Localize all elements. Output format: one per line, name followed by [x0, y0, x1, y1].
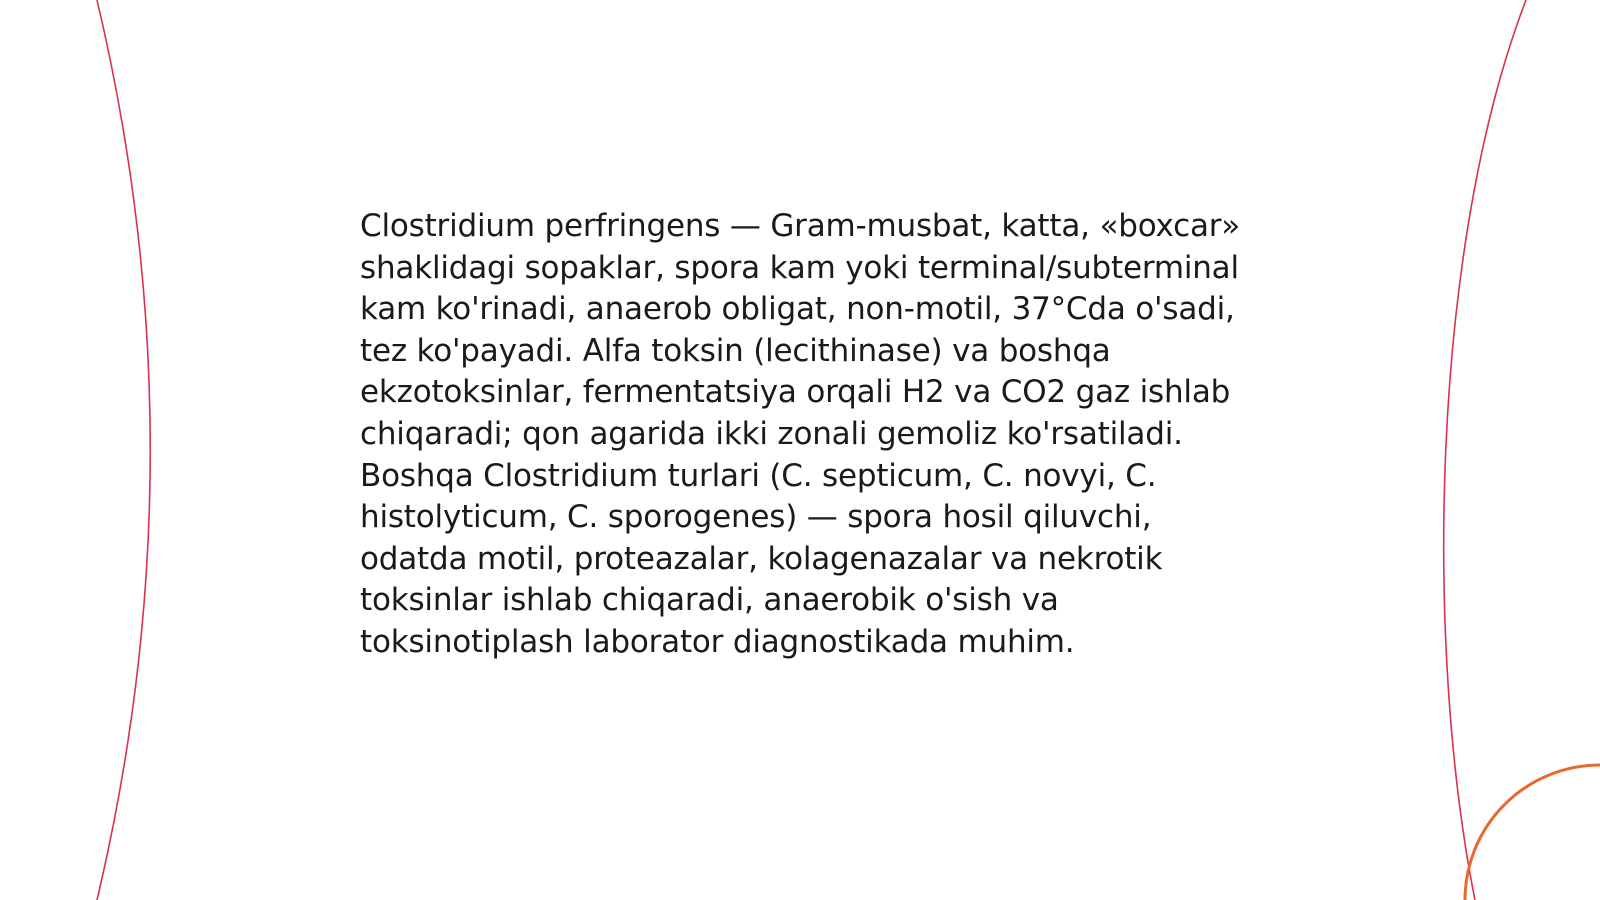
right-decorative-curve — [1444, 0, 1526, 900]
left-decorative-curve — [97, 0, 150, 900]
slide-body-text: Clostridium perfringens — Gram-musbat, katta, «boxcar» shaklidagi sopaklar, spora kam yoki terminal/subterminal kam ko'rinadi, anaerob obligat, non-motil, 37°Cda o'sadi, tez ko'payadi. Alfa toksin (lecithinase) va boshqa ekzotoksinlar, fermentatsiya orqali H2 va CO2 gaz ishlab chiqaradi; qon agarida ikki zonali gemoliz ko'rsatiladi. Boshqa Clostridium turlari (C. septicum, C. novyi, C. histolyticum, C. sporogenes) — spora hosil qiluvchi, odatda motil, proteazalar, kolagenazalar va nekrotik toksinlar ishlab chiqaradi, anaerobik o'sish va toksinotiplash laborator diagnostikada muhim. — [360, 208, 1241, 660]
corner-decorative-arc — [1465, 765, 1600, 900]
